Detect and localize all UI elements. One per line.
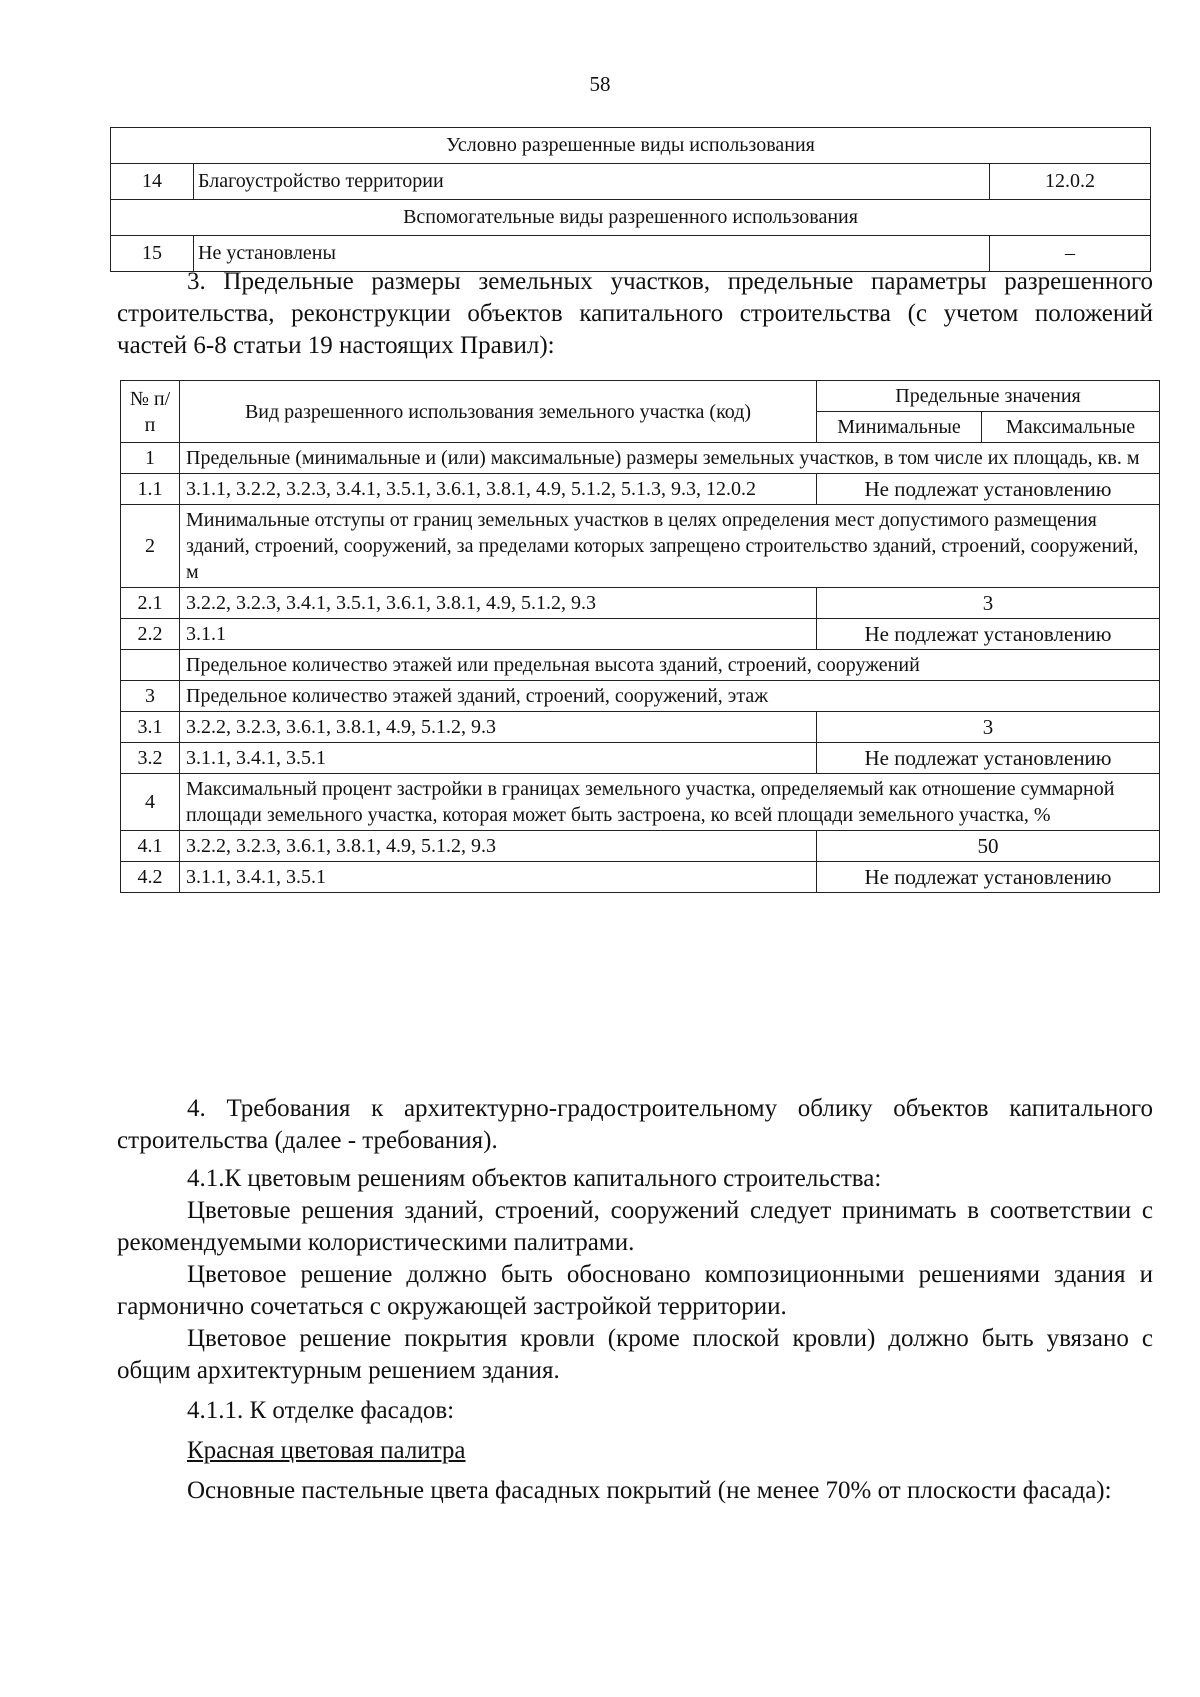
page-number: 58 — [589, 72, 611, 96]
paragraph-color-solutions: 4.1.К цветовым решениям объектов капитального строительства: — [187, 1165, 882, 1192]
section-3-heading: 3. Предельные размеры земельных участков, предельные параметры разрешенного строительства, реконструкции объектов капитального строительства (с учетом положений частей 6-8 статьи 19 настоящих Правил): — [117, 268, 1153, 359]
permitted-uses-table — [110, 127, 1151, 272]
row-number: 4.2 — [121, 862, 180, 893]
table-row — [121, 862, 1160, 893]
row-number: 4 — [121, 774, 180, 831]
row-number: 1 — [121, 443, 180, 474]
row-number: 15 — [111, 236, 194, 272]
header-number: № п/п — [121, 381, 180, 443]
row-number: 2.1 — [121, 588, 180, 619]
red-palette-label: Красная цветовая палитра — [187, 1437, 466, 1464]
row-value: 3 — [817, 588, 1160, 619]
row-heading: Предельное количество этажей зданий, строений, сооружений, этаж — [180, 681, 1160, 712]
use-name: Не установлены — [194, 236, 990, 272]
row-codes: 3.2.2, 3.2.3, 3.6.1, 3.8.1, 4.9, 5.1.2, 9.3 — [180, 712, 817, 743]
row-codes: 3.1.1, 3.4.1, 3.5.1 — [180, 862, 817, 893]
row-heading: Минимальные отступы от границ земельных участков в целях определения мест допустимого размещения зданий, строений, сооружений, за пределами которых запрещено строительство зданий, строений, сооружений, м — [180, 505, 1160, 588]
row-value: 50 — [817, 831, 1160, 862]
use-code: – — [990, 236, 1151, 272]
subheading-red-palette — [117, 1435, 1153, 1467]
paragraph-roof: Цветовое решение покрытия кровли (кроме плоской кровли) должно быть увязано с общим архитектурным решением здания. — [117, 1325, 1153, 1384]
table-header-row — [121, 381, 1160, 412]
paragraph-composition: Цветовое решение должно быть обосновано композиционными решениями здания и гармонично сочетаться с окружающей застройкой территории. — [117, 1261, 1153, 1320]
table-row — [121, 588, 1160, 619]
use-code: 12.0.2 — [990, 164, 1151, 200]
row-heading: Максимальный процент застройки в границах земельного участка, определяемый как отношение суммарной площади земельного участка, которая может быть застроена, ко всей площади земельного участка, % — [180, 774, 1160, 831]
row-number: 4.1 — [121, 831, 180, 862]
paragraph-requirements: 4. Требования к архитектурно-градостроительному облику объектов капитального строительства (далее - требования). — [117, 1095, 1153, 1154]
row-codes: 3.2.2, 3.2.3, 3.4.1, 3.5.1, 3.6.1, 3.8.1, 4.9, 5.1.2, 9.3 — [180, 588, 817, 619]
table-section-row — [111, 128, 1151, 164]
header-use-type: Вид разрешенного использования земельного участка (код) — [180, 381, 817, 443]
table-row — [121, 474, 1160, 505]
paragraph-facades: 4.1.1. К отделке фасадов: — [187, 1397, 455, 1424]
table-row — [121, 831, 1160, 862]
table-row — [121, 681, 1160, 712]
table-row — [121, 443, 1160, 474]
row-number: 1.1 — [121, 474, 180, 505]
table-row — [121, 774, 1160, 831]
table-row — [121, 743, 1160, 774]
header-limits: Предельные значения — [817, 381, 1160, 412]
section-title: Вспомогательные виды разрешенного использования — [111, 200, 1151, 236]
row-codes: 3.1.1 — [180, 619, 817, 650]
row-value: Не подлежат установлению — [817, 743, 1160, 774]
row-value: Не подлежат установлению — [817, 862, 1160, 893]
table-row — [121, 650, 1160, 681]
table-row — [111, 164, 1151, 200]
header-min: Минимальные — [817, 412, 982, 443]
row-number — [121, 650, 180, 681]
row-codes: 3.2.2, 3.2.3, 3.6.1, 3.8.1, 4.9, 5.1.2, 9.3 — [180, 831, 817, 862]
row-codes: 3.1.1, 3.4.1, 3.5.1 — [180, 743, 817, 774]
row-value: Не подлежат установлению — [817, 619, 1160, 650]
row-number: 2.2 — [121, 619, 180, 650]
row-number: 3.1 — [121, 712, 180, 743]
table-row — [121, 505, 1160, 588]
header-max: Максимальные — [982, 412, 1160, 443]
table-row — [121, 619, 1160, 650]
row-heading: Предельное количество этажей или предельная высота зданий, строений, сооружений — [180, 650, 1160, 681]
table-section-row — [111, 200, 1151, 236]
row-value: Не подлежат установлению — [817, 474, 1160, 505]
table-row — [121, 712, 1160, 743]
row-number: 3.2 — [121, 743, 180, 774]
paragraph-palettes: Цветовые решения зданий, строений, сооружений следует принимать в соответствии с рекомендуемыми колористическими палитрами. — [117, 1197, 1153, 1256]
row-number: 14 — [111, 164, 194, 200]
paragraph-pastel-colors: Основные пастельные цвета фасадных покрытий (не менее 70% от плоскости фасада): — [187, 1477, 1112, 1504]
section-title: Условно разрешенные виды использования — [111, 128, 1151, 164]
row-number: 2 — [121, 505, 180, 588]
row-value: 3 — [817, 712, 1160, 743]
row-codes: 3.1.1, 3.2.2, 3.2.3, 3.4.1, 3.5.1, 3.6.1, 3.8.1, 4.9, 5.1.2, 5.1.3, 9.3, 12.0.2 — [180, 474, 817, 505]
limit-parameters-table — [120, 380, 1160, 893]
row-heading: Предельные (минимальные и (или) максимальные) размеры земельных участков, в том числе их площадь, кв. м — [180, 443, 1160, 474]
body-text — [117, 1093, 1153, 1507]
use-name: Благоустройство территории — [194, 164, 990, 200]
row-number: 3 — [121, 681, 180, 712]
